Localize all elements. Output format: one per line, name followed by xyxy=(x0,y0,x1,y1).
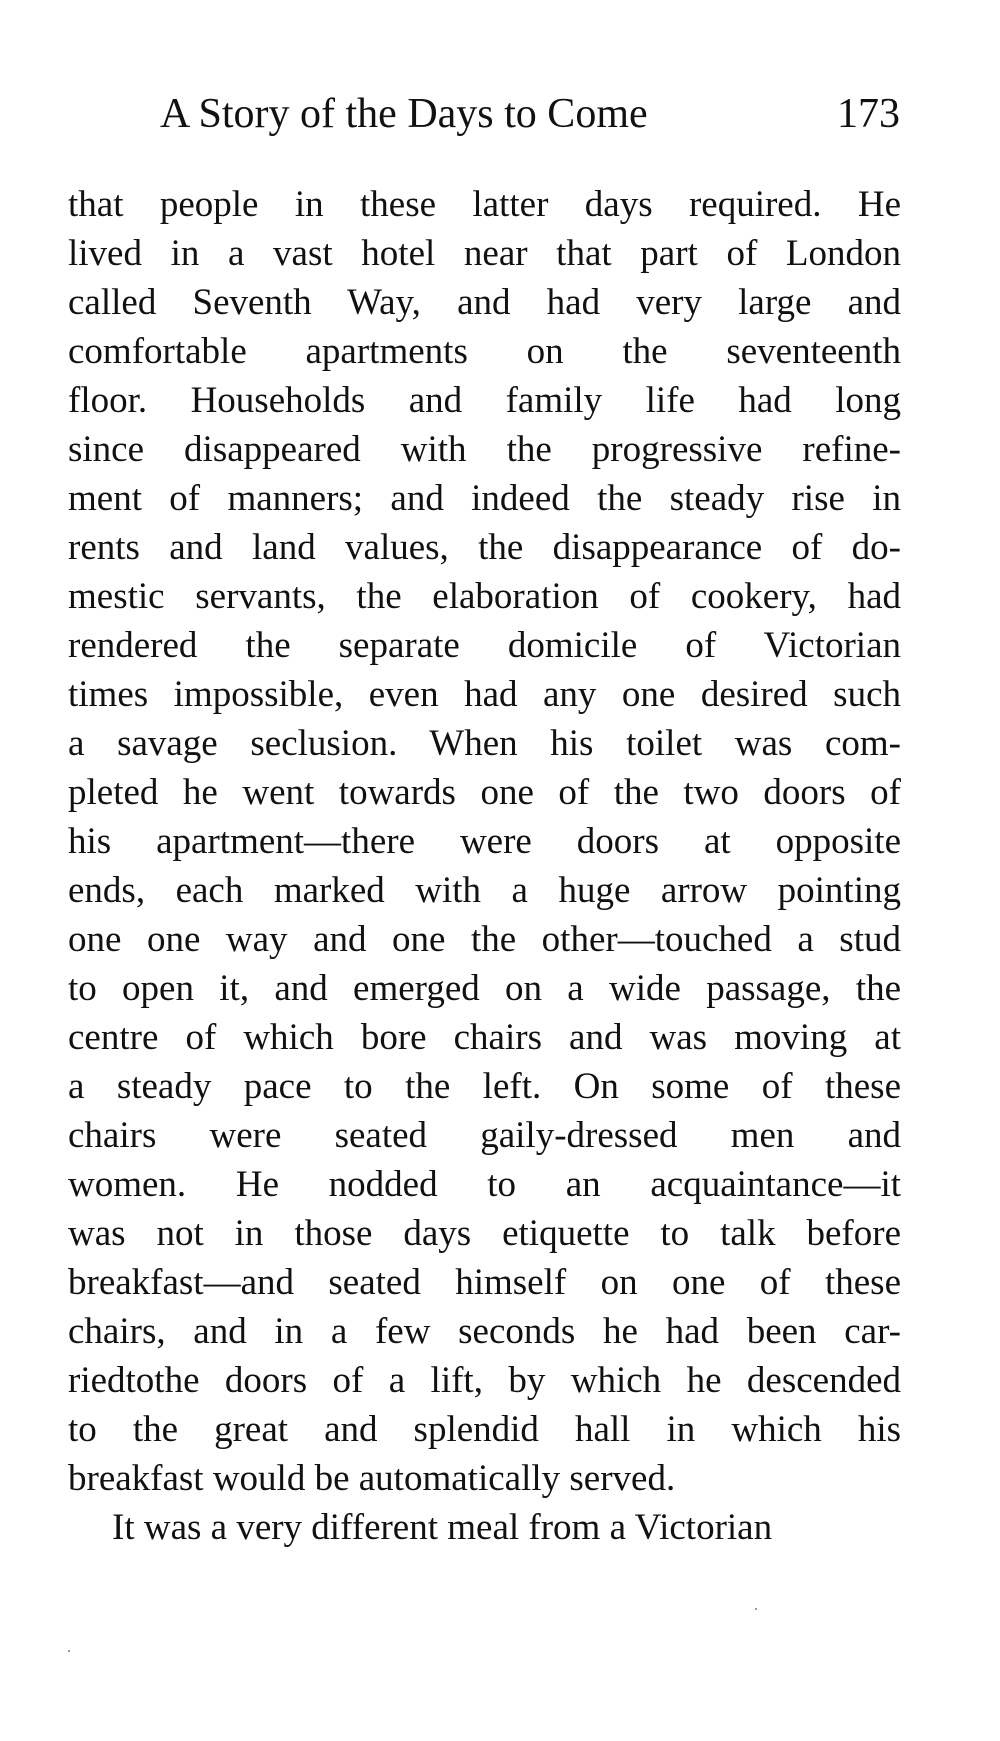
text-line: ends, each marked with a huge arrow pointing xyxy=(68,870,901,911)
text-line: a savage seclusion. When his toilet was com- xyxy=(68,723,901,764)
text-line: to the great and splendid hall in which his xyxy=(68,1409,901,1450)
text-line: times impossible, even had any one desired such xyxy=(68,674,901,715)
text-line: a steady pace to the left. On some of these xyxy=(68,1066,901,1107)
text-line: chairs, and in a few seconds he had been car- xyxy=(68,1311,901,1352)
page-number: 173 xyxy=(837,91,900,137)
text-line: lived in a vast hotel near that part of London xyxy=(68,233,901,274)
text-line: one one way and one the other—touched a stud xyxy=(68,919,901,960)
text-line: rendered the separate domicile of Victorian xyxy=(68,625,901,666)
text-line: to open it, and emerged on a wide passage, the xyxy=(68,968,901,1009)
text-line: his apartment—there were doors at opposite xyxy=(68,821,901,862)
paragraph-last-line: breakfast would be automatically served. xyxy=(68,1458,676,1499)
running-head xyxy=(160,84,900,144)
text-line: mestic servants, the elaboration of cookery, had xyxy=(68,576,901,617)
body-text xyxy=(68,180,901,1552)
text-line: called Seventh Way, and had very large and xyxy=(68,282,901,323)
text-line: chairs were seated gaily-dressed men and xyxy=(68,1115,901,1156)
paragraph-first-line: It was a very different meal from a Victorian xyxy=(112,1507,773,1548)
text-line: breakfast—and seated himself on one of these xyxy=(68,1262,901,1303)
text-line: since disappeared with the progressive refine- xyxy=(68,429,901,470)
paper-speck xyxy=(68,1650,70,1652)
text-line: women. He nodded to an acquaintance—it xyxy=(68,1164,901,1205)
text-line: pleted he went towards one of the two doors of xyxy=(68,772,901,813)
paper-speck xyxy=(755,1608,757,1610)
text-line: riedtothe doors of a lift, by which he descended xyxy=(68,1360,901,1401)
text-line: that people in these latter days required. He xyxy=(68,184,901,225)
text-line: floor. Households and family life had long xyxy=(68,380,901,421)
text-line: rents and land values, the disappearance of do- xyxy=(68,527,901,568)
running-head-title: A Story of the Days to Come xyxy=(160,91,648,137)
text-line: was not in those days etiquette to talk before xyxy=(68,1213,901,1254)
text-line: ment of manners; and indeed the steady rise in xyxy=(68,478,901,519)
text-line: centre of which bore chairs and was moving at xyxy=(68,1017,901,1058)
text-line: comfortable apartments on the seventeenth xyxy=(68,331,901,372)
